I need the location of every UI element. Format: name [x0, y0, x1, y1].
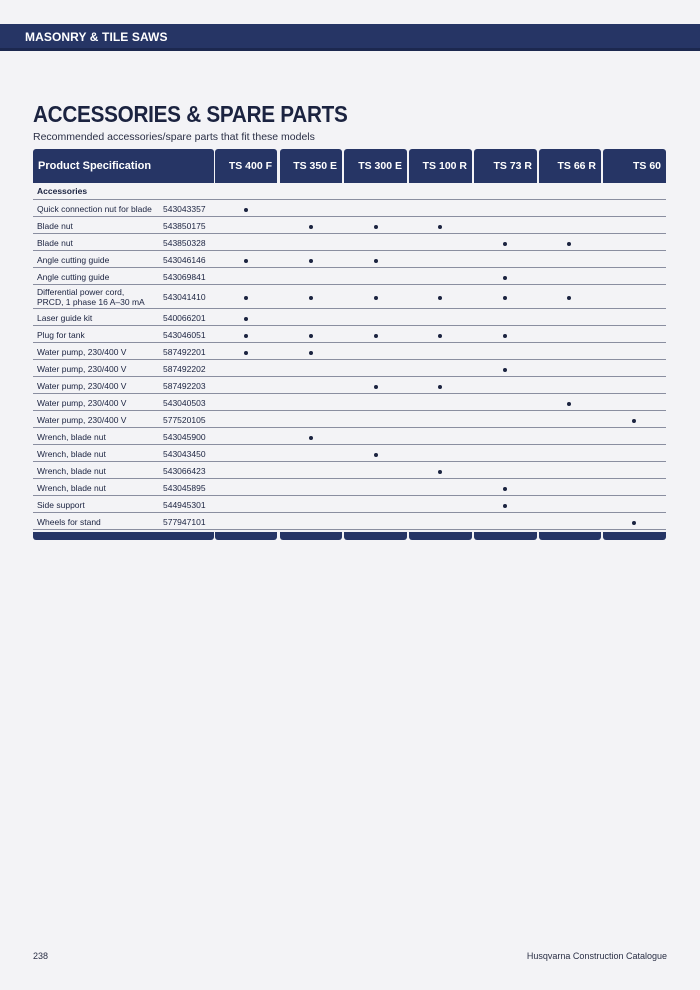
model-header-label: TS 100 R	[422, 160, 467, 172]
fit-indicator-dot	[374, 334, 378, 338]
fit-indicator-dot	[244, 259, 248, 263]
accessory-name-line: Plug for tank	[37, 330, 85, 340]
part-number: 543850175	[163, 221, 206, 231]
accessory-name	[37, 364, 126, 374]
model-header-ts350e	[280, 149, 342, 183]
part-number: 587492201	[163, 347, 206, 357]
model-header-ts100r	[409, 149, 472, 183]
table-row	[33, 360, 666, 377]
accessory-name-line: Wrench, blade nut	[37, 483, 106, 493]
fit-indicator-dot	[309, 259, 313, 263]
table-footer-bar	[215, 532, 277, 540]
accessory-name	[37, 204, 152, 214]
fit-indicator-dot	[309, 225, 313, 229]
fit-indicator-dot	[567, 242, 571, 246]
accessory-name	[37, 313, 92, 323]
part-number: 543043450	[163, 449, 206, 459]
spec-header-cell	[33, 149, 214, 183]
section-header-title: MASONRY & TILE SAWS	[25, 30, 168, 44]
part-number: 543069841	[163, 272, 206, 282]
accessory-name	[37, 287, 145, 307]
part-number: 577520105	[163, 415, 206, 425]
fit-indicator-dot	[438, 385, 442, 389]
part-number: 540066201	[163, 313, 206, 323]
accessory-name-line: Water pump, 230/400 V	[37, 398, 127, 408]
table-row	[33, 377, 666, 394]
fit-indicator-dot	[503, 296, 507, 300]
model-header-ts400f	[215, 149, 277, 183]
accessory-name	[37, 347, 126, 357]
fit-indicator-dot	[374, 296, 378, 300]
table-row	[33, 268, 666, 285]
table-row	[33, 428, 666, 445]
fit-indicator-dot	[438, 334, 442, 338]
accessory-name-line: Water pump, 230/400 V	[37, 381, 127, 391]
fit-indicator-dot	[374, 225, 378, 229]
model-header-label: TS 350 E	[293, 160, 337, 172]
fit-indicator-dot	[503, 276, 507, 280]
part-number: 543850328	[163, 238, 206, 248]
fit-indicator-dot	[244, 317, 248, 321]
fit-indicator-dot	[632, 521, 636, 525]
fit-indicator-dot	[244, 208, 248, 212]
accessory-name	[37, 449, 106, 459]
model-header-label: TS 66 R	[557, 160, 596, 172]
accessory-name	[37, 381, 126, 391]
table-row	[33, 394, 666, 411]
part-number: 543045900	[163, 432, 206, 442]
model-header-label: TS 73 R	[493, 160, 532, 172]
table-footer-bar	[33, 532, 214, 540]
accessory-name	[37, 517, 101, 527]
model-header-label: TS 60	[632, 160, 661, 172]
table-row	[33, 343, 666, 360]
model-header-label: TS 300 E	[358, 160, 402, 172]
accessory-name-line: Wrench, blade nut	[37, 466, 106, 476]
table-footer-bar	[344, 532, 407, 540]
accessory-name-line: Side support	[37, 500, 85, 510]
accessory-name-line: Wheels for stand	[37, 517, 101, 527]
accessory-name-line: Angle cutting guide	[37, 255, 110, 265]
accessory-name	[37, 500, 85, 510]
table-row	[33, 496, 666, 513]
accessory-name-line: Water pump, 230/400 V	[37, 347, 127, 357]
fit-indicator-dot	[244, 351, 248, 355]
table-footer-bar	[409, 532, 472, 540]
accessory-name	[37, 221, 73, 231]
accessory-name-line: Wrench, blade nut	[37, 432, 106, 442]
accessory-name	[37, 466, 106, 476]
accessory-name-line: Blade nut	[37, 221, 73, 231]
table-row	[33, 411, 666, 428]
table-row	[33, 513, 666, 530]
accessory-name-line: PRCD, 1 phase 16 A–30 mA	[37, 297, 145, 307]
fit-indicator-dot	[632, 419, 636, 423]
part-number: 587492202	[163, 364, 206, 374]
table-row	[33, 234, 666, 251]
part-number: 544945301	[163, 500, 206, 510]
accessory-name	[37, 483, 106, 493]
table-footer-bar	[539, 532, 601, 540]
table-row	[33, 285, 666, 309]
table-row	[33, 309, 666, 326]
accessory-name	[37, 415, 126, 425]
table-row	[33, 251, 666, 268]
accessory-name-line: Differential power cord,	[37, 287, 125, 297]
fit-indicator-dot	[503, 504, 507, 508]
spec-header-label: Product Specification	[38, 160, 152, 172]
part-number: 543046146	[163, 255, 206, 265]
table-footer-bar	[280, 532, 342, 540]
model-header-ts300e	[344, 149, 407, 183]
table-row	[33, 200, 666, 217]
accessory-name-line: Wrench, blade nut	[37, 449, 106, 459]
accessory-name	[37, 398, 126, 408]
page-title: ACCESSORIES & SPARE PARTS	[33, 101, 348, 127]
page-number: 238	[33, 951, 49, 961]
part-number: 543043357	[163, 204, 206, 214]
fit-indicator-dot	[503, 334, 507, 338]
accessories-section-label: Accessories	[37, 186, 88, 196]
fit-indicator-dot	[567, 402, 571, 406]
accessory-name	[37, 255, 109, 265]
table-row	[33, 326, 666, 343]
fit-indicator-dot	[374, 259, 378, 263]
table-row	[33, 462, 666, 479]
accessory-name-line: Quick connection nut for blade	[37, 204, 152, 214]
part-number: 543046051	[163, 330, 206, 340]
fit-indicator-dot	[309, 436, 313, 440]
accessory-name	[37, 432, 106, 442]
model-header-ts60	[603, 149, 666, 183]
fit-indicator-dot	[374, 453, 378, 457]
model-header-ts66r	[539, 149, 601, 183]
accessory-name-line: Blade nut	[37, 238, 73, 248]
accessory-name-line: Angle cutting guide	[37, 272, 110, 282]
part-number: 543041410	[163, 292, 206, 302]
part-number: 587492203	[163, 381, 206, 391]
table-footer-bar	[474, 532, 537, 540]
fit-indicator-dot	[244, 334, 248, 338]
fit-indicator-dot	[438, 470, 442, 474]
fit-indicator-dot	[503, 487, 507, 491]
table-row	[33, 217, 666, 234]
model-header-ts73r	[474, 149, 537, 183]
table-row	[33, 479, 666, 496]
part-number: 543066423	[163, 466, 206, 476]
accessory-name	[37, 272, 109, 282]
fit-indicator-dot	[309, 351, 313, 355]
accessory-name	[37, 330, 85, 340]
accessory-name-line: Water pump, 230/400 V	[37, 364, 127, 374]
fit-indicator-dot	[244, 296, 248, 300]
accessory-name	[37, 238, 73, 248]
fit-indicator-dot	[567, 296, 571, 300]
part-number: 577947101	[163, 517, 206, 527]
accessory-name-line: Water pump, 230/400 V	[37, 415, 127, 425]
accessory-name-line: Laser guide kit	[37, 313, 93, 323]
table-row	[33, 445, 666, 462]
page-subtitle: Recommended accessories/spare parts that fit these models	[33, 131, 315, 143]
fit-indicator-dot	[503, 368, 507, 372]
part-number: 543040503	[163, 398, 206, 408]
part-number: 543045895	[163, 483, 206, 493]
fit-indicator-dot	[309, 296, 313, 300]
catalogue-name: Husqvarna Construction Catalogue	[526, 951, 667, 961]
fit-indicator-dot	[309, 334, 313, 338]
section-header-band	[0, 24, 700, 51]
model-header-label: TS 400 F	[228, 160, 272, 172]
table-footer-bar	[603, 532, 666, 540]
fit-indicator-dot	[503, 242, 507, 246]
fit-indicator-dot	[438, 225, 442, 229]
fit-indicator-dot	[438, 296, 442, 300]
fit-indicator-dot	[374, 385, 378, 389]
